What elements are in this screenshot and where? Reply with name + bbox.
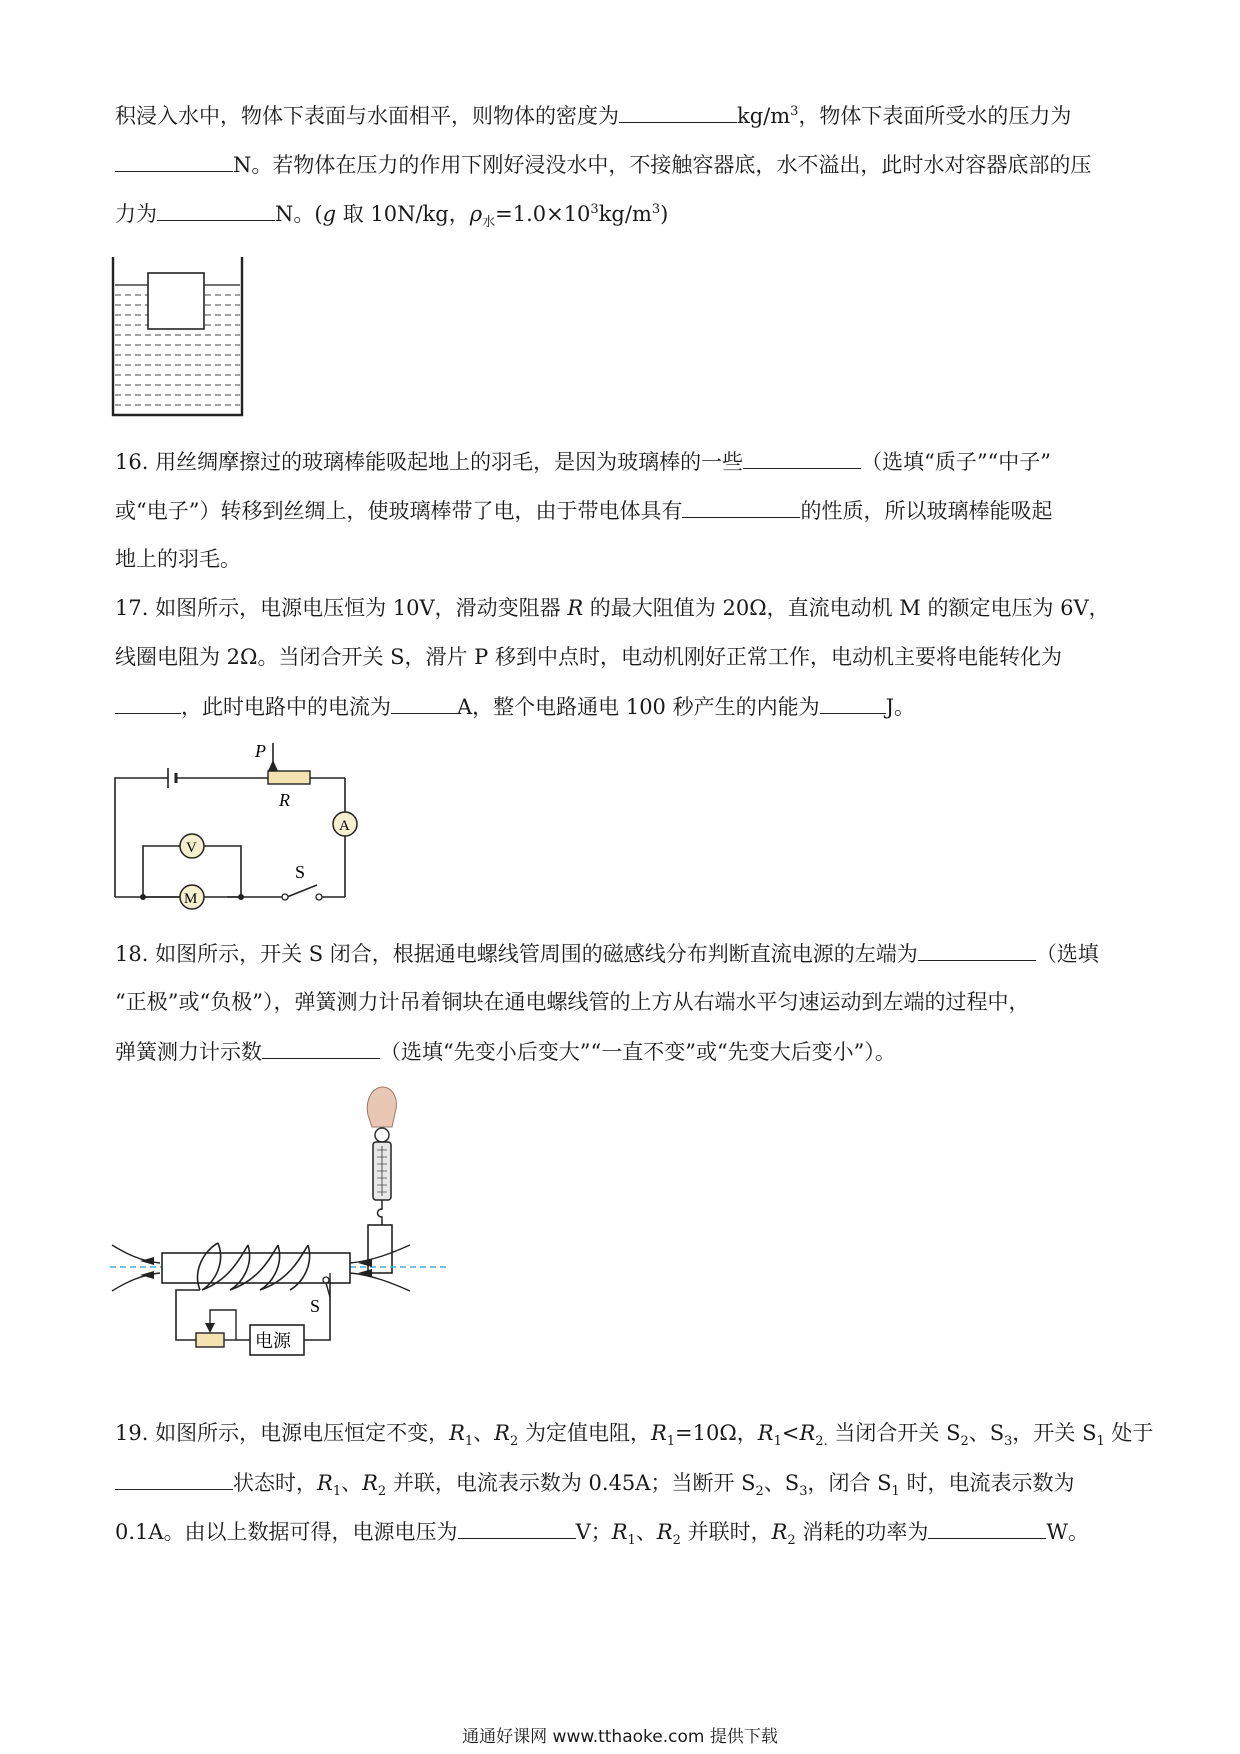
- q15-line-2: N。若物体在压力的作用下刚好浸没水中，不接触容器底，水不溢出，此时水对容器底部的压: [115, 149, 1135, 180]
- q16-line-3: 地上的羽毛。: [115, 547, 241, 571]
- blank-density[interactable]: [619, 100, 737, 123]
- rheostat: [268, 771, 310, 784]
- blank-polarity[interactable]: [918, 938, 1036, 961]
- blank-voltage[interactable]: [458, 1516, 576, 1539]
- voltmeter-label: V: [186, 840, 197, 856]
- motor-circuit-figure: [105, 740, 365, 910]
- q17-line-3: ，此时电路中的电流为 A，整个电路通电 100 秒产生的内能为 J。: [115, 691, 1135, 722]
- blank-bottom-force[interactable]: [157, 198, 275, 221]
- blank-pressure-force[interactable]: [115, 149, 233, 172]
- q19-line-3: 0.1A。由以上数据可得，电源电压为 V；$R_1$、$R_2$ 并联时，$R_2$ 消耗的功率为 W。: [115, 1516, 1135, 1547]
- q18-line-2: “正极”或“负极”），弹簧测力计吊着铜块在通电螺线管的上方从右端水平匀速运动到左端的过程中，: [115, 990, 1030, 1014]
- q19-line-2: 状态时，$R_1$、$R_2$ 并联，电流表示数为 0.45A；当断开 $S_2$、$S_3$，闭合 $S_1$ 时，电流表示数为: [115, 1467, 1135, 1498]
- q17-line-2: 线圈电阻为 2Ω。当闭合开关 S，滑片 P 移到中点时，电动机刚好正常工作，电动机主要将电能转化为: [115, 645, 1062, 669]
- q15-line-1: 积浸入水中，物体下表面与水面相平，则物体的密度为 $kg/m^3$，物体下表面所受水的压力为: [115, 100, 1135, 131]
- slider-label: P: [255, 741, 266, 761]
- blank-current[interactable]: [391, 691, 457, 714]
- switch-label: S: [310, 1296, 321, 1316]
- water-container-figure: [110, 255, 245, 420]
- power-source-label: 电源: [255, 1331, 291, 1352]
- solenoid-figure: [110, 1085, 460, 1390]
- blank-particle[interactable]: [743, 446, 861, 469]
- blank-reading[interactable]: [262, 1036, 380, 1059]
- blank-energy-form[interactable]: [115, 691, 181, 714]
- q18-line-3: 弹簧测力计示数 （选填“先变小后变大”“一直不变”或“先变大后变小”）。: [115, 1036, 1135, 1067]
- floating-block: [148, 273, 204, 329]
- rheostat-label: R: [279, 790, 290, 810]
- blank-switch-state[interactable]: [115, 1467, 233, 1490]
- blank-property[interactable]: [682, 495, 800, 518]
- solenoid: [162, 1253, 350, 1283]
- blank-power[interactable]: [928, 1516, 1046, 1539]
- switch-label: S: [295, 862, 306, 882]
- rheostat: [196, 1333, 224, 1347]
- ammeter-label: A: [339, 818, 350, 834]
- q16-line-2: 或“电子”）转移到丝绸上，使玻璃棒带了电，由于带电体具有 的性质，所以玻璃棒能吸起: [115, 495, 1135, 526]
- page-footer: 通通好课网 www.tthaoke.com 提供下载: [462, 1727, 778, 1747]
- q17-line-1: 17. 如图所示，电源电压恒为 10V，滑动变阻器 R 的最大阻值为 20Ω，直流电动机 M 的额定电压为 6V，: [115, 596, 1110, 620]
- q15-line-3: 力为 N。(g 取 10N/kg，$\rho_水=1.0\times 10^3kg/m^3$): [115, 198, 1135, 229]
- hand-icon: [367, 1087, 396, 1127]
- q16-line-1: 16. 用丝绸摩擦过的玻璃棒能吸起地上的羽毛，是因为玻璃棒的一些 （选填“质子”“中子”: [115, 446, 1135, 477]
- blank-heat[interactable]: [820, 691, 886, 714]
- q19-line-1: 19. 如图所示，电源电压恒定不变，$R_1$、$R_2$ 为定值电阻，$R_1=10\Omega$，$R_1<R_{2.}$ 当闭合开关 $S_2$、$S_3$，开关 $S_1$ 处于: [115, 1421, 1154, 1450]
- q18-line-1: 18. 如图所示，开关 S 闭合，根据通电螺线管周围的磁感线分布判断直流电源的左端为 （选填: [115, 938, 1135, 969]
- motor-label: M: [184, 891, 198, 907]
